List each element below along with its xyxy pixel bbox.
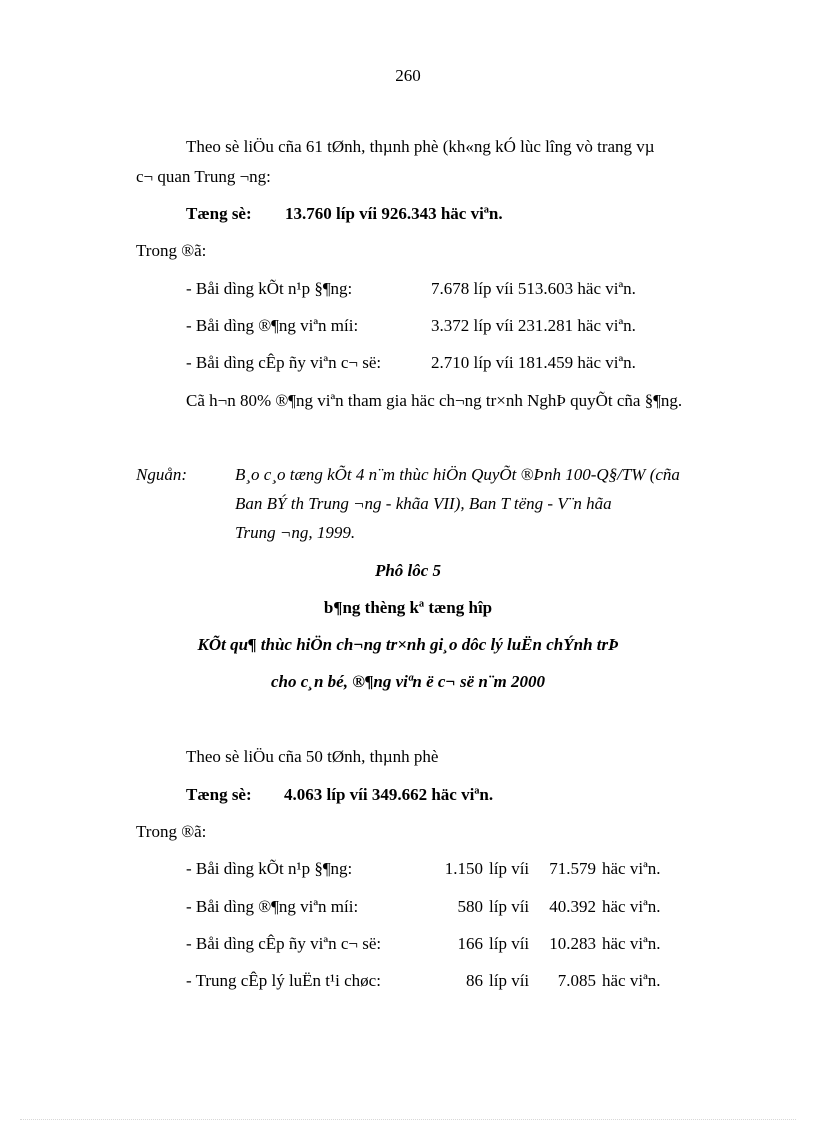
student-label: häc viªn. [602, 859, 661, 878]
trong-do-label: Trong ®ã: [136, 241, 207, 260]
class-with-label: líp víi [489, 971, 530, 990]
intro-line-3: Theo sè liÖu cña 50 tØnh, thµnh phè [186, 747, 439, 766]
list-item-label: - Båi dìng kÕt n¹p §¶ng: [186, 279, 353, 298]
student-label: häc viªn. [602, 934, 661, 953]
summary-line: Cã h¬n 80% ®¶ng viªn tham gia häc ch¬ng tr×nh NghÞ quyÕt cña §¶ng. [186, 391, 683, 410]
total-value: 13.760 líp víi 926.343 häc viªn. [285, 204, 503, 223]
total-value-2: 4.063 líp víi 349.662 häc viªn. [284, 785, 494, 804]
class-with-label: líp víi [489, 934, 530, 953]
list-item-label: - Båi dìng kÕt n¹p §¶ng: [186, 859, 353, 878]
student-count: 40.392 [549, 897, 596, 916]
source-line-3: Trung ¬ng, 1999. [235, 523, 356, 542]
list-item-label: - Trung cÊp lý luËn t¹i chøc: [186, 971, 381, 990]
class-with-label: líp víi [489, 859, 530, 878]
student-count: 7.085 [557, 971, 596, 990]
source-line-2: Ban BÝ th Trung ¬ng - khãa VII), Ban T tëng - V¨n hãa [235, 494, 612, 513]
class-count: 166 [457, 934, 483, 953]
intro-line-1: Theo sè liÖu cña 61 tØnh, thµnh phè (kh«ng kÓ lùc lîng vò trang vµ [186, 137, 655, 156]
list-item-value: 3.372 líp víi 231.281 häc viªn. [431, 316, 636, 335]
source-line-1: B¸o c¸o tæng kÕt 4 n¨m thùc hiÖn QuyÕt ®Þnh 100-Q§/TW (cña [235, 465, 680, 484]
appendix-label: Phô lôc 5 [374, 561, 442, 580]
class-with-label: líp víi [489, 897, 530, 916]
appendix-title: b¶ng thèng kª tæng hîp [323, 598, 493, 617]
class-count: 1.150 [444, 859, 483, 878]
intro-line-2: c¬ quan Trung ¬ng: [136, 167, 271, 186]
list-item-label: - Båi dìng ®¶ng viªn míi: [186, 316, 359, 335]
appendix-subtitle-2: cho c¸n bé, ®¶ng viªn ë c¬ së n¨m 2000 [270, 672, 545, 691]
total-label: Tæng sè: [186, 204, 252, 223]
list-item-label: - Båi dìng cÊp ñy viªn c¬ së: [186, 353, 382, 372]
list-item-label: - Båi dìng cÊp ñy viªn c¬ së: [186, 934, 382, 953]
class-count: 580 [457, 897, 483, 916]
source-label: Nguån: [136, 465, 187, 484]
list-item-value: 2.710 líp víi 181.459 häc viªn. [431, 353, 636, 372]
student-label: häc viªn. [602, 897, 661, 916]
student-label: häc viªn. [602, 971, 661, 990]
class-count: 86 [466, 971, 483, 990]
total-label-2: Tæng sè: [186, 785, 252, 804]
page-footer-divider [20, 1119, 796, 1120]
list-item-label: - Båi dìng ®¶ng viªn míi: [186, 897, 359, 916]
trong-do-label-2: Trong ®ã: [136, 822, 207, 841]
student-count: 71.579 [549, 859, 596, 878]
appendix-subtitle-1: KÕt qu¶ thùc hiÖn ch¬ng tr×nh gi¸o dôc lý luËn chÝnh trÞ [197, 635, 619, 654]
student-count: 10.283 [549, 934, 596, 953]
page-number: 260 [395, 66, 421, 85]
list-item-value: 7.678 líp víi 513.603 häc viªn. [431, 279, 636, 298]
